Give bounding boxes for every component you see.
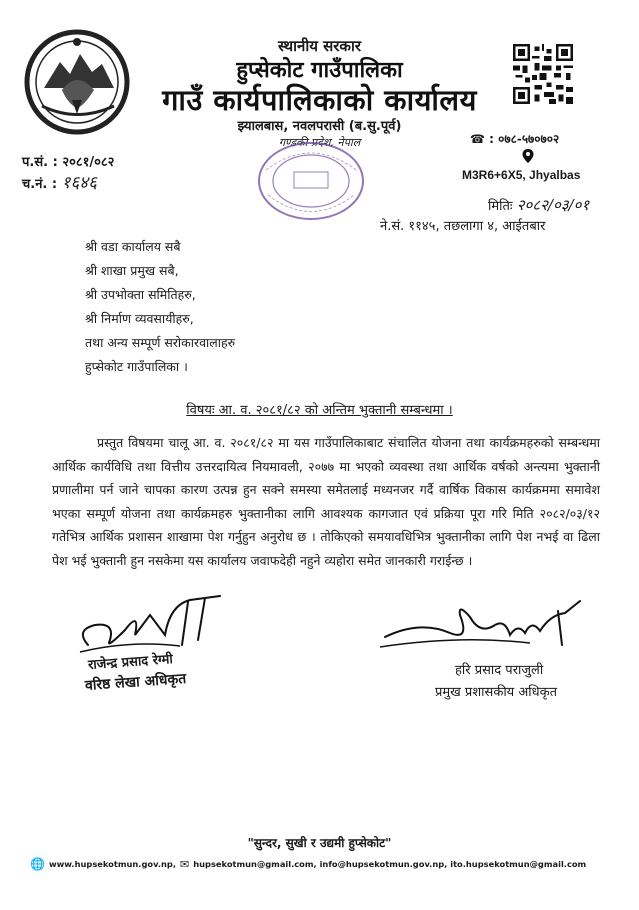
phone-row: [470, 130, 559, 147]
addressee-line: तथा अन्य सम्पूर्ण सरोकारवालाहरु: [85, 335, 236, 350]
header-office-title: गाउँ कार्यपालिकाको कार्यालय: [162, 83, 477, 117]
header-province: गण्डकी प्रदेश, नेपाल: [278, 136, 361, 149]
cn-label: च.नं. :: [22, 177, 58, 192]
addressee-line: हुप्सेकोट गाउँपालिका ।: [85, 359, 188, 374]
header-municipality-name: हुप्सेकोट गाउँपालिका: [236, 58, 403, 83]
nepal-sambat-date: ने.सं. ११४५, तछलागा ४, आईतबार: [380, 219, 546, 234]
phone-icon: ☎: [470, 132, 485, 146]
signatory-right-title: प्रमुख प्रशासकीय अधिकृत: [435, 685, 558, 700]
signature-right-icon: [380, 595, 590, 655]
footer-contacts: [30, 857, 630, 871]
signatory-right-name: हरि प्रसाद पराजुली: [455, 663, 544, 678]
mail-icon: ✉: [179, 857, 190, 871]
location-pin-icon: [521, 148, 535, 164]
date-label: मितिः: [488, 199, 513, 214]
header-local-government: स्थानीय सरकार: [278, 37, 361, 55]
addressee-line: श्री उपभोक्ता समितिहरु,: [85, 287, 196, 302]
letter-body: प्रस्तुत विषयमा चालू आ. व. २०८१/८२ मा यस गाउँपालिकाबाट संचालित योजना तथा कार्यक्रमहरुको सम्बन्धमा आर्थिक कार्यविधि तथा वित्तीय उत्तरदायित्व नियमावली, २०७७ मा भएको व्यवस्था तथा आर्थिक वर्षको अन्त्यमा भुक्तानी प्रणालीमा पर्न जाने चापका कारण उत्पन्न हुन सक्ने समस्या समेतलाई मध्यनजर गर्दै वार्षिक विकास कार्यक्रममा समावेश भएका सम्पूर्ण योजना तथा कार्यक्रमहरु भुक्तानीका लागि आवश्यक कागजात एवं प्रक्रिया पूरा गरि मिति २०८२/०३/१२ गतेभित्र आर्थिक प्रशासन शाखामा पेश गर्नुहुन अनुरोध छ । तोकिएको समयावधिभित्र भुक्तानीका लागि पेश नभई वा ढिला पेश भई भुक्तानी हुन नसकेमा यस कार्यालय जवाफदेही नहुने व्यहोरा समेत जानकारी गराईन्छ ।: [52, 435, 600, 568]
addressee-line: श्री वडा कार्यालय सबै: [85, 239, 181, 254]
letter-subject: विषयः आ. व. २०८१/८२ को अन्तिम भुक्तानी सम्बन्धमा ।: [186, 403, 453, 418]
signatory-left-name: राजेन्द्र प्रसाद रेग्मी: [87, 652, 174, 673]
slogan: "सुन्दर, सुखी र उद्यमी हुप्सेकोट": [247, 836, 392, 850]
date-row: [488, 195, 589, 215]
ps-label: प.सं. :: [22, 155, 58, 170]
footer-emails[interactable]: hupsekotmun@gmail.com, info@hupsekotmun.gov.np, ito.hupsekotmun@gmail.com: [193, 859, 587, 869]
office-stamp-icon: [256, 140, 366, 222]
date-value: २०८२/०३/०१: [516, 196, 590, 214]
footer-website[interactable]: www.hupsekotmun.gov.np,: [48, 859, 176, 869]
phone-number: : ०७८-५७०७०२: [489, 132, 560, 146]
reference-number-row: [22, 152, 114, 170]
signatory-left-title: वरिष्ठ लेखा अधिकृत: [84, 670, 187, 694]
header-address: झ्यालबास, नवलपरासी (ब.सु.पूर्व): [237, 119, 402, 134]
globe-icon: 🌐: [30, 857, 45, 871]
dispatch-number-row: [22, 170, 97, 193]
addressee-line: श्री निर्माण व्यवसायीहरु,: [85, 311, 194, 326]
cn-value: १६४६: [61, 173, 97, 193]
ps-value: २०८१/०८२: [62, 155, 115, 170]
addressee-line: श्री शाखा प्रमुख सबै,: [85, 263, 179, 278]
plus-code: M3R6+6X5, Jhyalbas: [462, 168, 581, 182]
